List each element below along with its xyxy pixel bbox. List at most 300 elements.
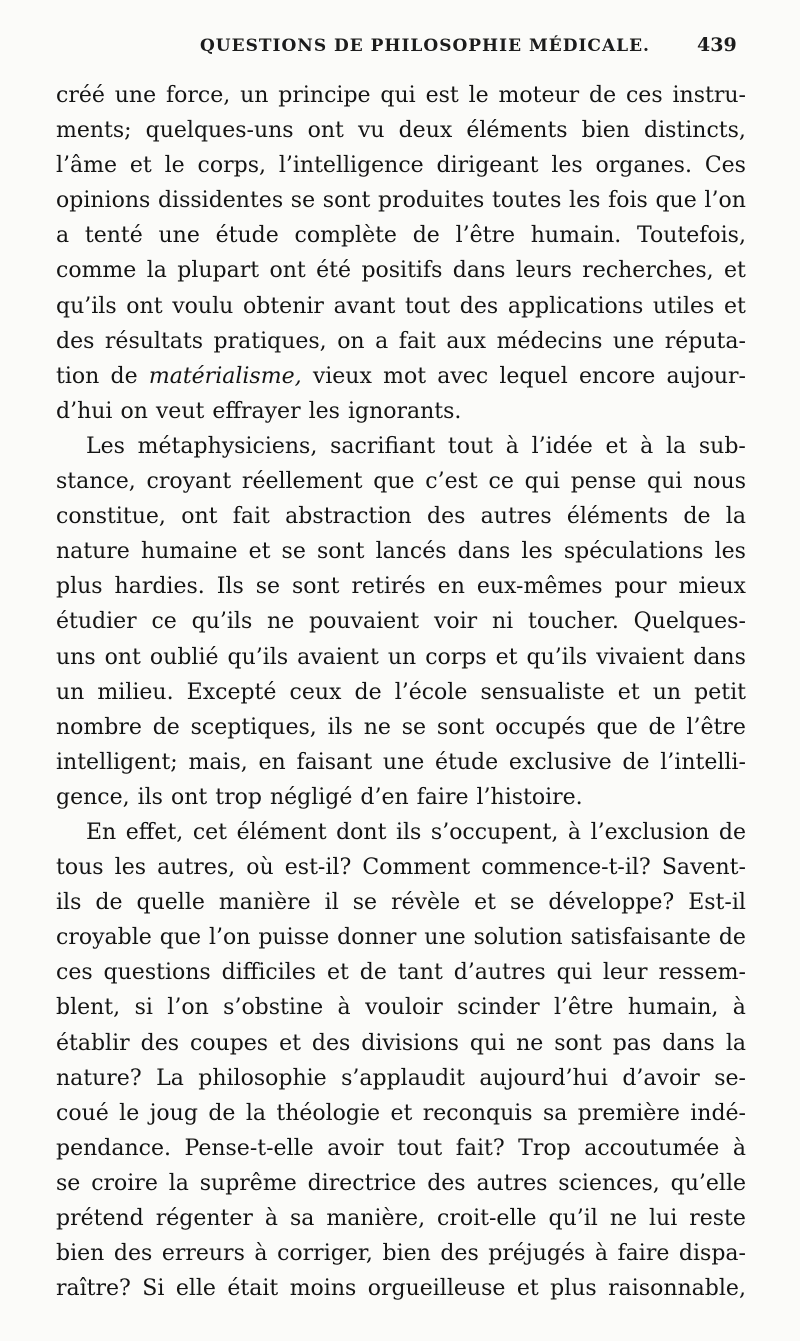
word: un — [652, 679, 682, 705]
word: coupes — [189, 1030, 269, 1056]
word: elle — [175, 1276, 216, 1302]
word: exclusive — [508, 749, 612, 775]
word: étude — [215, 223, 279, 249]
word: c’est — [425, 469, 478, 495]
text-line — [56, 499, 746, 534]
word: cet — [192, 819, 228, 845]
word: de — [622, 749, 650, 775]
word: sacrifiant — [330, 433, 436, 459]
word: divisions — [361, 1030, 459, 1056]
word: une — [424, 925, 466, 951]
word: d’avoir — [622, 1065, 700, 1091]
word: nous — [693, 469, 746, 495]
word: se — [290, 188, 316, 214]
word: l’on — [704, 188, 746, 214]
word: de — [718, 925, 746, 951]
word: aujour- — [666, 363, 746, 389]
word: croyant — [146, 469, 232, 495]
word: abstraction — [285, 504, 412, 530]
word: réellement — [241, 469, 363, 495]
word: Toutefois, — [637, 223, 746, 249]
word: utiles — [652, 293, 715, 319]
word: de — [95, 890, 123, 916]
word: manière — [218, 890, 311, 916]
word: une — [382, 749, 425, 775]
word: si — [134, 995, 153, 1021]
word: sciences, — [558, 1170, 660, 1196]
word: quelques-uns — [145, 118, 294, 144]
word: des — [56, 328, 95, 354]
word: dans — [662, 1030, 715, 1056]
word: l’histoire. — [476, 784, 583, 810]
word: Comment — [362, 855, 471, 881]
word: les — [521, 539, 553, 565]
word: la — [146, 258, 167, 284]
word: corriger, — [277, 1241, 373, 1267]
word: ce — [488, 469, 514, 495]
word: ne — [609, 1206, 638, 1231]
word: où — [246, 855, 274, 881]
word: que — [596, 714, 638, 740]
text-line — [56, 394, 746, 429]
text-line — [56, 359, 746, 394]
word: commence-t-il? — [481, 855, 651, 881]
word: se- — [714, 1065, 746, 1091]
word: théologie — [276, 1100, 381, 1126]
text-line — [56, 253, 746, 288]
word: puisse — [258, 925, 330, 951]
word: fait — [398, 328, 436, 354]
word: dans — [457, 539, 511, 565]
word: retirés — [351, 574, 426, 600]
word: de — [354, 679, 382, 705]
word: constitue, — [56, 504, 166, 530]
word: prétend — [56, 1206, 144, 1231]
word: se — [56, 1170, 81, 1196]
word: mais, — [188, 749, 248, 775]
word: qu’il — [548, 1206, 598, 1231]
word: ce — [151, 609, 177, 635]
word: toucher. — [527, 609, 619, 635]
word: l’on — [208, 925, 251, 951]
word: se — [281, 539, 306, 565]
word: obtenir — [243, 293, 324, 319]
text-line — [56, 183, 746, 218]
text-line — [56, 885, 746, 920]
word: faire — [617, 1241, 670, 1267]
word: négligé — [269, 784, 353, 810]
word: tout — [397, 1135, 443, 1161]
word: orgueilleuse — [367, 1276, 506, 1302]
word: à — [640, 433, 654, 459]
word: ressem- — [658, 960, 746, 986]
word: eux-mêmes — [476, 574, 603, 600]
word: dont — [336, 819, 387, 845]
word: et — [327, 960, 349, 986]
word: un — [240, 83, 269, 108]
word: se — [401, 714, 427, 740]
word: philosophie — [198, 1065, 327, 1091]
word: l’être — [686, 714, 746, 740]
text-line — [56, 1026, 746, 1061]
word: En — [86, 819, 117, 845]
word: fait — [232, 504, 270, 530]
word: ont — [181, 504, 218, 530]
word: moins — [289, 1276, 357, 1302]
word: qu’elle — [670, 1170, 746, 1196]
word: faisant — [296, 749, 373, 775]
word: fois — [608, 188, 648, 214]
word: quelle — [136, 890, 205, 916]
word: sont — [291, 574, 340, 600]
word: et — [248, 539, 271, 565]
word: Pense-t-elle — [184, 1135, 314, 1161]
word: sont — [316, 539, 365, 565]
word: indé- — [690, 1100, 746, 1126]
word: Quelques- — [633, 609, 746, 635]
word: pense — [570, 469, 637, 495]
word: nombre — [56, 714, 142, 740]
word: spéculations — [563, 539, 704, 565]
word: milieu. — [97, 679, 174, 705]
word: et — [129, 153, 152, 179]
text-line — [56, 569, 746, 604]
word: faire — [416, 784, 469, 810]
word: moteur — [498, 83, 580, 108]
word: la — [245, 1100, 266, 1126]
word: en — [258, 749, 286, 775]
word: et — [516, 1276, 539, 1302]
word: qui — [469, 1030, 506, 1056]
word: a — [375, 328, 389, 354]
word: joug — [149, 1100, 198, 1126]
word: humaine — [140, 539, 238, 565]
word: à — [264, 1206, 278, 1231]
word: d’en — [360, 784, 409, 810]
word: de — [110, 363, 138, 389]
word: ils — [395, 819, 422, 845]
word: des — [440, 1241, 479, 1267]
word: autres, — [157, 855, 236, 881]
word: aux — [446, 328, 487, 354]
word: dissidentes — [157, 188, 284, 214]
word: en — [437, 574, 465, 600]
word: coué — [56, 1100, 109, 1126]
word: bien — [56, 1241, 105, 1267]
word: une — [114, 83, 157, 108]
word: Ces — [704, 153, 746, 179]
word: Est-il — [688, 890, 746, 916]
word: on — [120, 398, 148, 424]
text-line — [56, 815, 746, 850]
word: le — [468, 83, 489, 108]
word: un — [56, 679, 85, 705]
word: développe? — [548, 890, 675, 916]
word: ont — [170, 784, 208, 810]
word: Si — [142, 1276, 165, 1302]
text-line — [56, 640, 746, 675]
word: leur — [602, 960, 648, 986]
word: autres — [480, 504, 552, 530]
word: qu’ils — [526, 644, 588, 670]
word: qui — [647, 469, 683, 495]
word: sont — [436, 714, 485, 740]
word: avec — [437, 363, 489, 389]
text-line — [56, 710, 746, 745]
word: suprême — [199, 1170, 297, 1196]
word: lancés — [375, 539, 447, 565]
word: donner — [337, 925, 417, 951]
text-line — [56, 604, 746, 639]
word: ils — [327, 714, 353, 740]
word: toutes — [491, 188, 562, 214]
word: des — [140, 1030, 180, 1056]
word: l’âme — [56, 153, 118, 179]
word: ne — [363, 714, 391, 740]
word: l’intelli- — [660, 749, 746, 775]
word: des — [459, 293, 499, 319]
word: instru- — [672, 83, 746, 108]
word: sont — [554, 1030, 602, 1056]
word: première — [577, 1100, 680, 1126]
word: plupart — [177, 258, 260, 284]
page-number: 439 — [697, 34, 737, 56]
word: s’applaudit — [341, 1065, 465, 1091]
word: et — [724, 293, 746, 319]
word: avoir — [327, 1135, 384, 1161]
word: mot — [383, 363, 427, 389]
word: voir — [433, 609, 478, 635]
word: tout — [404, 293, 451, 319]
word: satisfaisante — [570, 925, 711, 951]
word: Excepté — [186, 679, 277, 705]
word: force, — [165, 83, 231, 108]
word: ne — [516, 1030, 544, 1056]
word: croyable — [56, 925, 152, 951]
word: à — [567, 819, 582, 845]
word: de — [648, 714, 676, 740]
word: d’autres — [453, 960, 546, 986]
word: et — [724, 258, 746, 284]
word: éléments — [466, 118, 568, 144]
word: blent, — [56, 995, 121, 1021]
word: de — [718, 819, 746, 845]
word: sceptiques, — [190, 714, 317, 740]
word: a — [56, 223, 70, 249]
text-line — [56, 1271, 746, 1306]
word: plus — [550, 1276, 597, 1302]
word: et — [617, 679, 640, 705]
text-line — [56, 1061, 746, 1096]
word: produites — [378, 188, 485, 214]
word: l’exclusion — [590, 819, 710, 845]
word: l’être — [554, 995, 614, 1021]
word: comme — [56, 258, 137, 284]
word: vouloir — [365, 995, 443, 1021]
word: veut — [155, 398, 205, 424]
text-line — [56, 955, 746, 990]
text-line — [56, 324, 746, 359]
word: était — [227, 1276, 279, 1302]
word: lequel — [499, 363, 568, 389]
word: humain. — [530, 223, 622, 249]
word: erreurs — [161, 1241, 245, 1267]
word: une — [612, 328, 655, 354]
word: la — [725, 504, 746, 530]
word: hardies. — [114, 574, 205, 600]
word: de — [208, 1100, 236, 1126]
word: ces — [56, 960, 93, 986]
word: distincts, — [644, 118, 746, 144]
word: corps, — [197, 153, 266, 179]
word: est-il? — [284, 855, 352, 881]
text-line — [56, 1201, 746, 1236]
word: médecins — [496, 328, 603, 354]
word: à — [505, 433, 519, 459]
word: vivaient — [596, 644, 685, 670]
word: effrayer — [212, 398, 301, 424]
word: voulu — [172, 293, 234, 319]
word: étude — [435, 749, 499, 775]
word: ignorants. — [347, 398, 462, 424]
word: l’on — [167, 995, 209, 1021]
word: un — [387, 644, 417, 670]
text-line — [56, 429, 746, 464]
body-text — [56, 78, 746, 1306]
word: reconquis — [422, 1100, 533, 1126]
running-header — [0, 36, 800, 76]
word: intelligent; — [56, 749, 178, 775]
word: que — [159, 925, 201, 951]
word: et — [605, 433, 628, 459]
text-line — [56, 113, 746, 148]
word: Les — [86, 433, 125, 459]
word: gence, — [56, 784, 130, 810]
word: occupés — [495, 714, 586, 740]
word: élément — [236, 819, 327, 845]
word: révèle — [391, 890, 461, 916]
word: de — [683, 504, 711, 530]
word: et — [474, 890, 497, 916]
text-line — [56, 1236, 746, 1271]
word: sa — [289, 1206, 315, 1231]
word: établir — [56, 1030, 130, 1056]
word: qui — [524, 469, 560, 495]
word: la — [666, 433, 687, 459]
word: pas — [612, 1030, 652, 1056]
word: s’obstine — [223, 995, 324, 1021]
word: des — [311, 1030, 351, 1056]
word: à — [732, 995, 746, 1021]
word: lui — [648, 1206, 678, 1231]
word: qui — [380, 83, 416, 108]
word: ne — [267, 609, 295, 635]
word: ceux — [289, 679, 342, 705]
word: tenté — [84, 223, 143, 249]
text-line — [56, 218, 746, 253]
word: l’école — [394, 679, 468, 705]
text-line — [56, 780, 746, 815]
word: ils — [56, 890, 82, 916]
word: Ils — [216, 574, 244, 600]
word: leurs — [515, 258, 572, 284]
word: matérialisme, — [148, 363, 302, 389]
word: Savent- — [661, 855, 746, 881]
word: préjugés — [488, 1241, 586, 1267]
text-line — [56, 1131, 746, 1166]
word: le — [164, 153, 185, 179]
word: se — [255, 574, 281, 600]
word: que — [655, 188, 697, 214]
word: l’intelligence — [278, 153, 424, 179]
word: solution — [473, 925, 563, 951]
word: opinions — [56, 188, 151, 214]
word: manière, — [326, 1206, 426, 1231]
word: complète — [294, 223, 397, 249]
word: pendance. — [56, 1135, 171, 1161]
word: on — [337, 328, 365, 354]
word: organes. — [595, 153, 692, 179]
word: tous — [56, 855, 104, 881]
text-line — [56, 675, 746, 710]
word: trop — [215, 784, 262, 810]
word: raisonnable, — [608, 1276, 746, 1302]
word: vieux — [312, 363, 372, 389]
word: ments; — [56, 118, 132, 144]
word: s’occupent, — [430, 819, 559, 845]
word: petit — [694, 679, 746, 705]
text-line — [56, 1096, 746, 1131]
word: accoutumée — [584, 1135, 720, 1161]
word: est — [425, 83, 459, 108]
word: directrice — [307, 1170, 417, 1196]
text-line — [56, 920, 746, 955]
word: qu’ils — [227, 644, 289, 670]
text-line — [56, 990, 746, 1025]
text-line — [56, 289, 746, 324]
word: La — [156, 1065, 184, 1091]
word: tant — [397, 960, 443, 986]
word: croire — [91, 1170, 158, 1196]
word: ont — [269, 258, 306, 284]
word: les — [114, 855, 147, 881]
running-title: QUESTIONS DE PHILOSOPHIE MÉDICALE. — [200, 36, 650, 56]
word: uns — [56, 644, 96, 670]
text-line — [56, 464, 746, 499]
word: à — [732, 1135, 746, 1161]
word: tout — [447, 433, 494, 459]
word: autres — [476, 1170, 548, 1196]
word: fait? — [455, 1135, 505, 1161]
word: créé — [56, 83, 105, 108]
word: qu’ils — [191, 609, 253, 635]
word: et — [390, 1100, 413, 1126]
word: scinder — [457, 995, 540, 1021]
word: de — [412, 223, 440, 249]
word: à — [254, 1241, 268, 1267]
word: qu’ils — [56, 293, 117, 319]
text-line — [56, 1166, 746, 1201]
word: métaphysiciens, — [137, 433, 318, 459]
word: reste — [689, 1206, 746, 1231]
word: une — [158, 223, 200, 249]
word: ont — [307, 118, 344, 144]
word: applications — [507, 293, 644, 319]
word: ont — [126, 293, 163, 319]
word: aujourd’hui — [479, 1065, 608, 1091]
word: pouvaient — [309, 609, 420, 635]
word: l’être — [455, 223, 515, 249]
